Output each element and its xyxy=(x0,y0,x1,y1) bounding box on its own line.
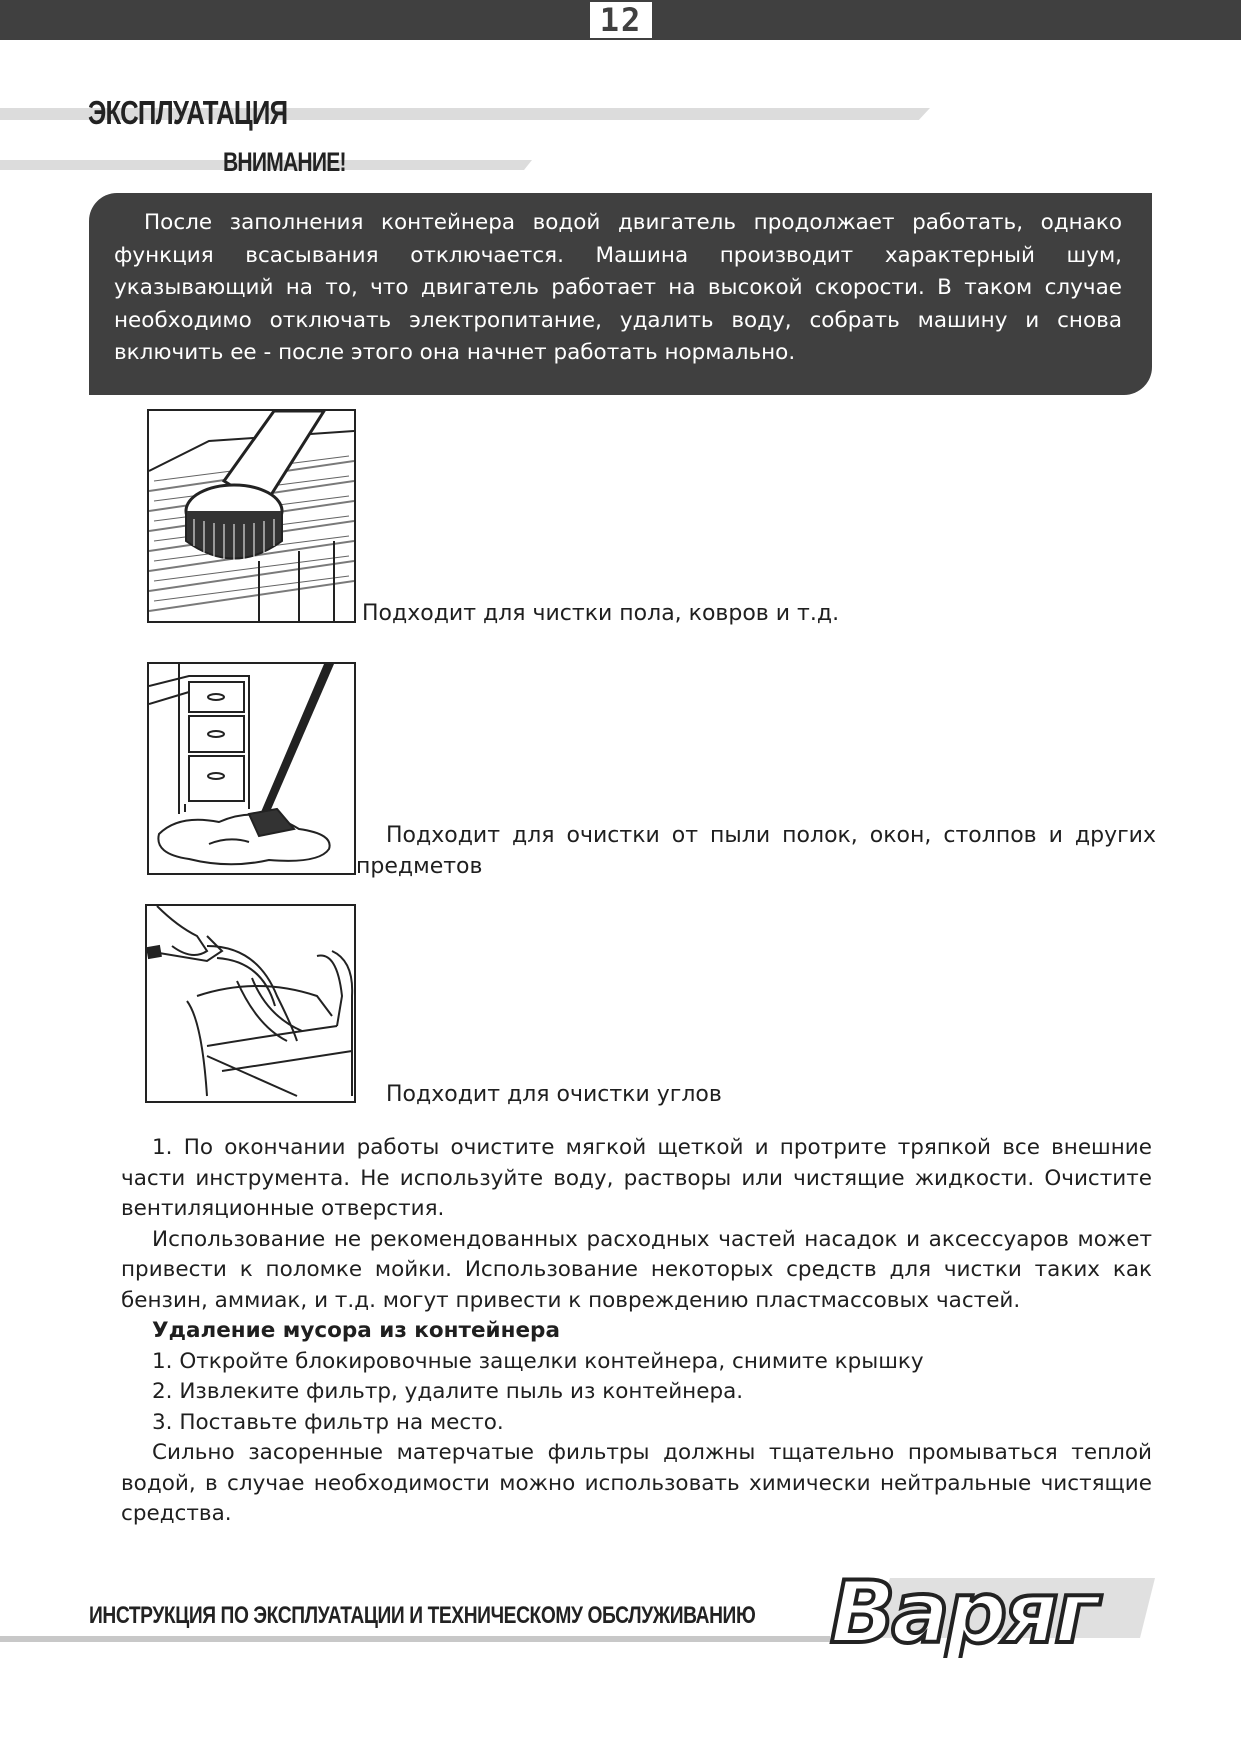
floor-nozzle-illustration xyxy=(147,662,356,875)
page-number: 12 xyxy=(586,2,656,38)
figure-caption-shelves-line1: Подходит для очистки от пыли полок, окон, столпов и других xyxy=(386,823,1156,848)
warning-box xyxy=(89,193,1152,395)
footer-stripe xyxy=(0,1636,830,1642)
step-2: 2. Извлеките фильтр, удалите пыль из контейнера. xyxy=(152,1379,744,1404)
warning-text: После заполнения контейнера водой двигатель продолжает работать, однако функция всасывания отключается. Машина производит характерный шум, указывающий на то, что двигатель работает на высокой скорости. В таком случае необходимо отключать электропитание, удалить воду, собрать машину и снова включить ее - после этого она начнет работать нормально. xyxy=(114,210,1122,365)
subheading-container: Удаление мусора из контейнера xyxy=(152,1318,560,1343)
subsection-title: ВНИМАНИЕ! xyxy=(223,147,346,177)
floor-brush-illustration xyxy=(147,409,356,623)
svg-text:Варяг: Варяг xyxy=(830,1568,1096,1658)
footer-title: ИНСТРУКЦИЯ ПО ЭКСПЛУАТАЦИИ И ТЕХНИЧЕСКОМУ ОБСЛУЖИВАНИЮ xyxy=(89,1602,756,1629)
figure-caption-shelves-line2: предметов xyxy=(356,854,483,879)
figure-caption-corners: Подходит для очистки углов xyxy=(386,1082,722,1107)
section-title: ЭКСПЛУАТАЦИЯ xyxy=(88,94,288,131)
paragraph-accessories: Использование не рекомендованных расходных частей насадок и аксессуаров может привести к поломке мойки. Использование некоторых средств для чистки таких как бензин, аммиак, и т.д. могут привести к повреждению пластмассовых частей. xyxy=(121,1226,1152,1313)
maintenance-text xyxy=(121,1133,1152,1530)
paragraph-cleaning: 1. По окончании работы очистите мягкой щеткой и протрите тряпкой все внешние части инструмента. Не используйте воду, растворы или чистящие жидкости. Очистите вентиляционные отверстия. xyxy=(121,1135,1152,1221)
brand-logo xyxy=(820,1568,1160,1662)
step-1: 1. Откройте блокировочные защелки контейнера, снимите крышку xyxy=(152,1348,924,1374)
step-3: 3. Поставьте фильтр на место. xyxy=(152,1409,504,1435)
figure-caption-floor: Подходит для чистки пола, ковров и т.д. xyxy=(362,601,840,626)
paragraph-filters: Сильно засоренные матерчатые фильтры должны тщательно промываться теплой водой, в случае необходимости можно использовать химически нейтральные чистящие средства. xyxy=(121,1440,1152,1526)
crevice-tool-illustration xyxy=(145,904,356,1103)
